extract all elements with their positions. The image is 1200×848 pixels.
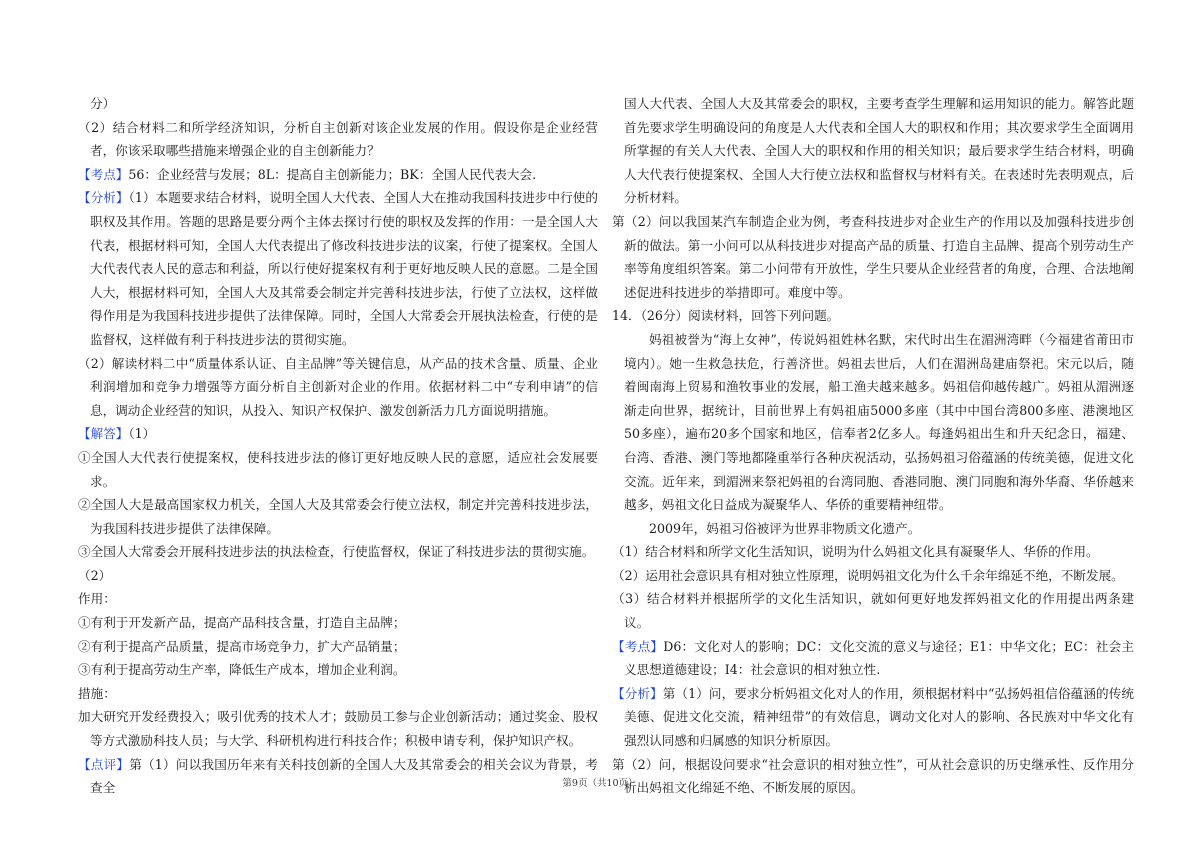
jieda-section bbox=[78, 422, 598, 446]
material-paragraph: 妈祖被誉为“海上女神”，传说妈祖姓林名默，宋代时出生在湄洲湾畔（今福建省莆田市境内）。她一生救急扶危，行善济世。妈祖去世后，人们在湄洲岛建庙祭祀。宋元以后，随着闽南海上贸易和渔牧事业的发展，船工渔夫越来越多。妈祖信仰越传越广。妈祖从湄洲逐渐走向世界，据统计，目前世界上有妈祖庙5000多座（其中中国台湾800多座、港澳地区50多座），遍布20多个国家和地区，信奉者2亿多人。每逢妈祖出生和升天纪念日，福建、台湾、香港、澳门等地都隆重举行各种庆祝活动，弘扬妈祖习俗蕴涵的传统美德，促进文化交流。近年来，到湄洲来祭祀妈祖的台湾同胞、香港同胞、澳门同胞和海外华裔、华侨越来越多，妈祖文化日益成为凝聚华人、华侨的重要精神纽带。 bbox=[624, 331, 1134, 513]
kaodian-tag: 【考点】 bbox=[78, 166, 129, 182]
fenxi-paragraph-2: （2）解读材料二中“质量体系认证、自主品牌”等关键信息，从产品的技术含量、质量、企业利润增加和竞争力增强等方面分析自主创新对企业的作用。依据材料二中“专利申请”的信息，调动企业经营的知识，从投入、知识产权保护、激发创新活力几方面说明措施。 bbox=[78, 355, 598, 418]
kaodian-section bbox=[612, 635, 1134, 682]
kaodian-text: D6：文化对人的影响；DC：文化交流的意义与途径；E1：中华文化；EC：社会主义思想道德建设；I4：社会意识的相对独立性. bbox=[624, 638, 1134, 678]
zuoyong-label: 作用： bbox=[78, 591, 116, 607]
answer-item: ①全国人大代表行使提案权，使科技进步法的修订更好地反映人民的意愿，适应社会发展要求。 bbox=[78, 449, 598, 489]
jieda-num: （1） bbox=[128, 426, 156, 442]
answer-item: ③有利于提高劳动生产率，降低生产成本，增加企业利润。 bbox=[78, 662, 406, 678]
fenxi-paragraph-2: 第（2）问，根据设问要求“社会意识的相对独立性”，可从社会意识的历史继承性、反作用分析出妈祖文化绵延不绝、不断发展的原因。 bbox=[612, 756, 1134, 796]
sub-question: （2）运用社会意识具有相对独立性原理，说明妈祖文化为什么千余年绵延不绝，不断发展。 bbox=[612, 567, 1124, 583]
cuoshi-label: 措施： bbox=[78, 685, 116, 701]
dianping-text: 第（1）问以我国历年来有关科技创新的全国人大及其常委会的相关会议为背景，考查全 bbox=[90, 756, 599, 796]
dianping-tag: 【点评】 bbox=[78, 756, 130, 772]
answer-item: ①有利于开发新产品，提高产品科技含量，打造自主品牌； bbox=[78, 615, 406, 631]
right-column bbox=[612, 92, 1134, 800]
answer-item: ②全国人大是最高国家权力机关，全国人大及其常委会行使立法权，制定并完善科技进步法，为我国科技进步提供了法律保障。 bbox=[78, 497, 598, 536]
kaodian-text: 56：企业经营与发展；8L：提高自主创新能力；BK：全国人民代表大会. bbox=[128, 166, 537, 182]
fenxi-tag: 【分析】 bbox=[78, 190, 129, 206]
jieda-tag: 【解答】 bbox=[78, 426, 129, 442]
left-column bbox=[78, 92, 598, 800]
answer-num: （2） bbox=[78, 567, 112, 583]
answer-item: ②有利于提高产品质量，提高市场竞争力，扩大产品销量； bbox=[78, 638, 406, 654]
measures-text: 加大研究开发经费投入；吸引优秀的技术人才；鼓励员工参与企业创新活动；通过奖金、股权等方式激励科技人员；与大学、科研机构进行科技合作；积极申请专利，保护知识产权。 bbox=[78, 709, 598, 749]
page-footer: 第9页（共10页） bbox=[562, 778, 638, 789]
text-line: 分） bbox=[90, 96, 116, 111]
fenxi-section bbox=[612, 682, 1134, 753]
kaodian-section bbox=[78, 163, 598, 187]
kaodian-tag: 【考点】 bbox=[612, 638, 664, 654]
fenxi-tag: 【分析】 bbox=[612, 685, 663, 701]
fenxi-text: 第（1）问，要求分析妈祖文化对人的作用，须根据材料中“弘扬妈祖信俗蕴涵的传统美德、促进文化交流，精神纽带”的有效信息，调动文化对人的影响、各民族对中华文化有强烈认同感和归属感的知识分析原因。 bbox=[624, 685, 1135, 749]
fenxi-text: （1）本题要求结合材料，说明全国人大代表、全国人大在推动我国科技进步中行使的职权及其作用。答题的思路是要分两个主体去探讨行使的职权及发挥的作用：一是全国人大代表，根据材料可知，全国人大代表提出了修改科技进步法的议案，行使了提案权。全国人大代表代表人民的意志和利益，所以行使好提案权有利于更好地反映人民的意愿。二是全国人大，根据材料可知，全国人大及其常委会制定并完善科技进步法，行使了立法权，这样做得作用是为我国科技进步提供了法律保障。同时，全国人大常委会开展执法检查，行使的是监督权，这样做有利于科技进步法的贯彻实施。 bbox=[90, 190, 599, 347]
dianping-part-2: 第（2）问以我国某汽车制造企业为例，考查科技进步对企业生产的作用以及加强科技进步创新的做法。第一小问可以从科技进步对提高产品的质量、打造自主品牌、提高个别劳动生产率等角度组织答案。第二小问带有开放性，学生只要从企业经营者的角度，合理、合法地阐述促进科技进步的举措即可。难度中等。 bbox=[612, 213, 1134, 300]
fenxi-section bbox=[78, 186, 598, 351]
material-paragraph: 2009年，妈祖习俗被评为世界非物质文化遗产。 bbox=[649, 520, 921, 536]
question-14: 14．（26分）阅读材料，回答下列问题。 bbox=[612, 308, 840, 324]
question-2: （2）结合材料二和所学经济知识，分析自主创新对该企业发展的作用。假设你是企业经营者，你该采取哪些措施来增强企业的自主创新能力？ bbox=[78, 119, 598, 159]
sub-question: （1）结合材料和所学文化生活知识，说明为什么妈祖文化具有凝聚华人、华侨的作用。 bbox=[612, 544, 1099, 560]
answer-item: ③全国人大常委会开展科技进步法的执法检查，行使监督权，保证了科技进步法的贯彻实施。 bbox=[78, 544, 595, 560]
dianping-continued: 国人大代表、全国人大及其常委会的职权，主要考查学生理解和运用知识的能力。解答此题首先要求学生明确设问的角度是人大代表和全国人大的职权和作用；其次要求学生全面调用所掌握的有关人大代表、全国人大的职权和作用的相关知识；最后要求学生结合材料，明确人大代表行使提案权、全国人大行使立法权和监督权与材料有关。在表述时先表明观点，后分析材料。 bbox=[624, 96, 1134, 206]
sub-question: （3）结合材料并根据所学的文化生活知识，就如何更好地发挥妈祖文化的作用提出两条建议。 bbox=[612, 591, 1134, 631]
